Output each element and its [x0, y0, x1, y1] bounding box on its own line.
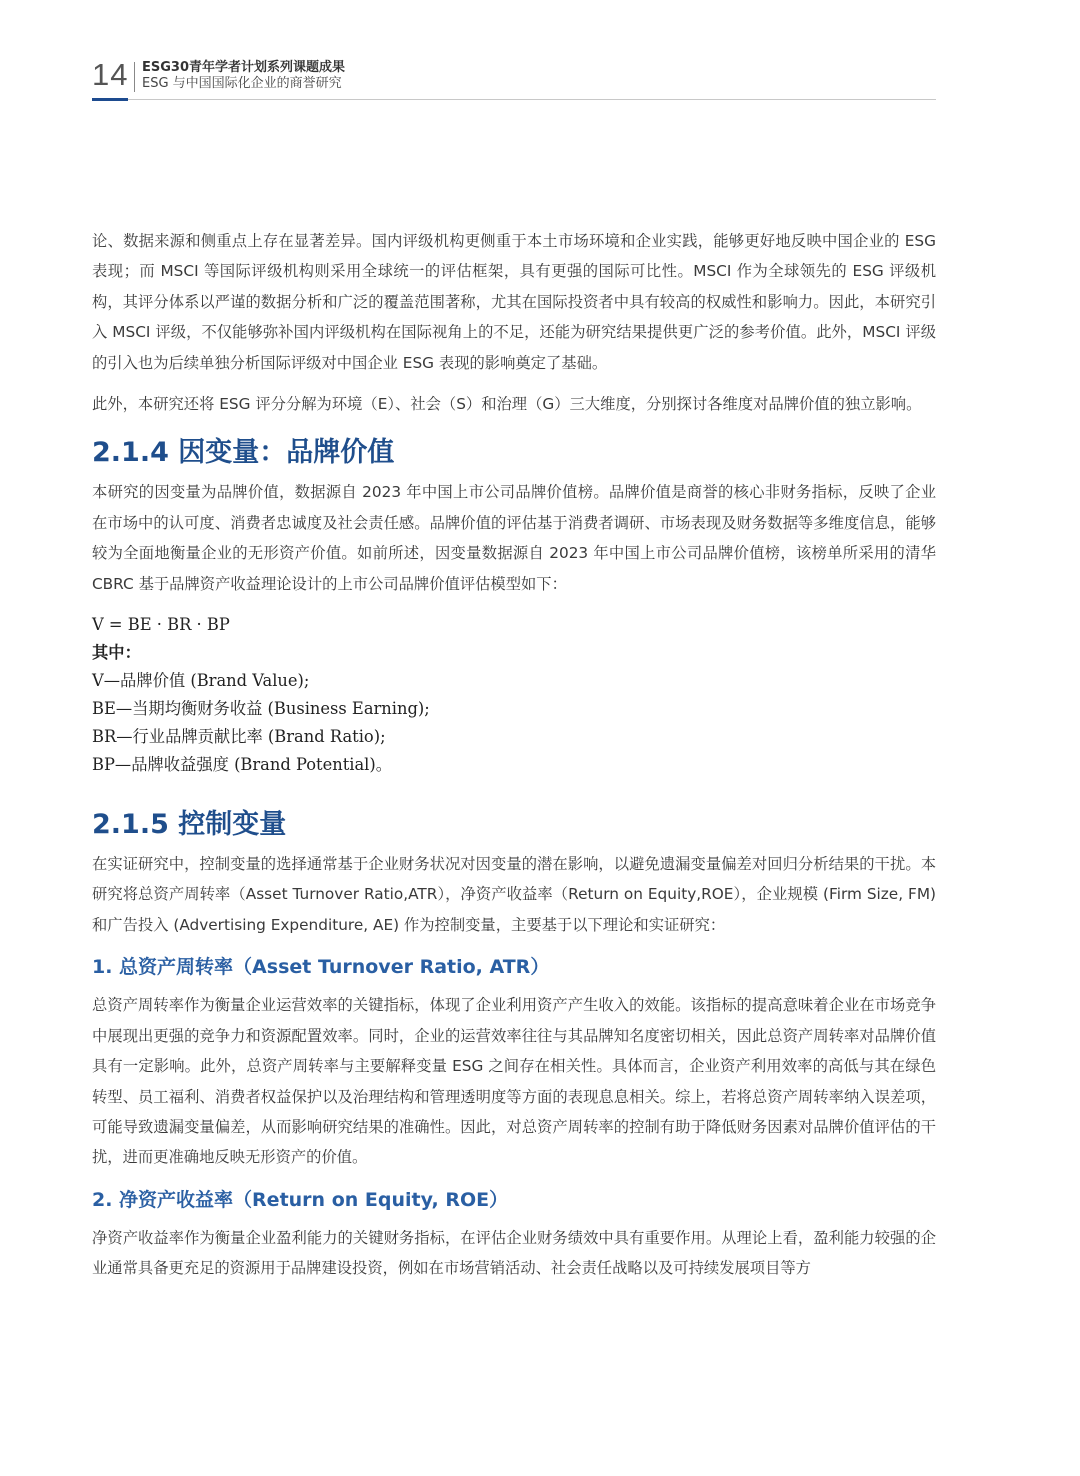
page-body — [92, 226, 936, 1284]
intro-paragraph-1: 论、数据来源和侧重点上存在显著差异。国内评级机构更侧重于本土市场环境和企业实践，能够更好地反映中国企业的 ESG 表现；而 MSCI 等国际评级机构则采用全球统一的评估框架，具有更强的国际可比性。MSCI 作为全球领先的 ESG 评级机构，其评分体系以严谨的数据分析和广泛的覆盖范围著称，尤其在国际投资者中具有较高的权威性和影响力。因此，本研究引入 MSCI 评级，不仅能够弥补国内评级机构在国际视角上的不足，还能为研究结果提供更广泛的参考价值。此外，MSCI 评级的引入也为后续单独分析国际评级对中国企业 ESG 表现的影响奠定了基础。 — [92, 232, 936, 372]
report-title: ESG 与中国国际化企业的商誉研究 — [142, 76, 342, 91]
subsection-roe-paragraph: 净资产收益率作为衡量企业盈利能力的关键财务指标，在评估企业财务绩效中具有重要作用。从理论上看，盈利能力较强的企业通常具备更充足的资源用于品牌建设投资，例如在市场营销活动、社会责任战略以及可持续发展项目等方 — [92, 1228, 936, 1278]
header-rule — [92, 99, 936, 100]
formula-def-v: V—品牌价值 (Brand Value); — [92, 671, 310, 691]
intro-paragraph-2: 此外，本研究还将 ESG 评分分解为环境（E）、社会（S）和治理（G）三大维度，分别探讨各维度对品牌价值的独立影响。 — [92, 395, 922, 414]
formula-def-br: BR—行业品牌贡献比率 (Brand Ratio); — [92, 727, 386, 747]
section-2-1-5-heading: 2.1.5 控制变量 — [92, 809, 287, 841]
formula-def-be: BE—当期均衡财务收益 (Business Earning); — [92, 699, 430, 719]
section-2-1-4-paragraph: 本研究的因变量为品牌价值，数据源自 2023 年中国上市公司品牌价值榜。品牌价值是商誉的核心非财务指标，反映了企业在市场中的认可度、消费者忠诚度及社会责任感。品牌价值的评估基于消费者调研、市场表现及财务数据等多维度信息，能够较为全面地衡量企业的无形资产价值。如前所述，因变量数据源自 2023 年中国上市公司品牌价值榜，该榜单所采用的清华 CBRC 基于品牌资产收益理论设计的上市公司品牌价值评估模型如下： — [92, 483, 936, 593]
section-2-1-5-paragraph: 在实证研究中，控制变量的选择通常基于企业财务状况对因变量的潜在影响，以避免遗漏变量偏差对回归分析结果的干扰。本研究将总资产周转率（Asset Turnover Ratio,ATR），净资产收益率（Return on Equity,ROE），企业规模 (Firm Size, FM) 和广告投入 (Advertising Expenditure, AE) 作为控制变量，主要基于以下理论和实证研究： — [92, 855, 936, 934]
brand-value-formula — [92, 611, 936, 779]
formula-line: V = BE · BR · BP — [92, 615, 230, 635]
header-accent-bar — [92, 98, 128, 101]
page-header — [92, 58, 936, 102]
series-title: ESG30青年学者计划系列课题成果 — [142, 60, 346, 75]
formula-where: 其中： — [92, 643, 141, 663]
subsection-roe-heading: 2. 净资产收益率（Return on Equity, ROE） — [92, 1188, 509, 1211]
page-number: 14 — [92, 57, 129, 92]
subsection-atr-paragraph: 总资产周转率作为衡量企业运营效率的关键指标，体现了企业利用资产产生收入的效能。该指标的提高意味着企业在市场竞争中展现出更强的竞争力和资源配置效率。同时，企业的运营效率往往与其品牌知名度密切相关，因此总资产周转率对品牌价值具有一定影响。此外，总资产周转率与主要解释变量 ESG 之间存在相关性。具体而言，企业资产利用效率的高低与其在绿色转型、员工福利、消费者权益保护以及治理结构和管理透明度等方面的表现息息相关。综上，若将总资产周转率纳入误差项，可能导致遗漏变量偏差，从而影响研究结果的准确性。因此，对总资产周转率的控制有助于降低财务因素对品牌价值评估的干扰，进而更准确地反映无形资产的价值。 — [92, 996, 936, 1167]
section-2-1-4-heading: 2.1.4 因变量：品牌价值 — [92, 437, 395, 469]
formula-def-bp: BP—品牌收益强度 (Brand Potential)。 — [92, 755, 393, 775]
subsection-atr-heading: 1. 总资产周转率（Asset Turnover Ratio, ATR） — [92, 956, 550, 979]
header-divider — [134, 62, 135, 92]
